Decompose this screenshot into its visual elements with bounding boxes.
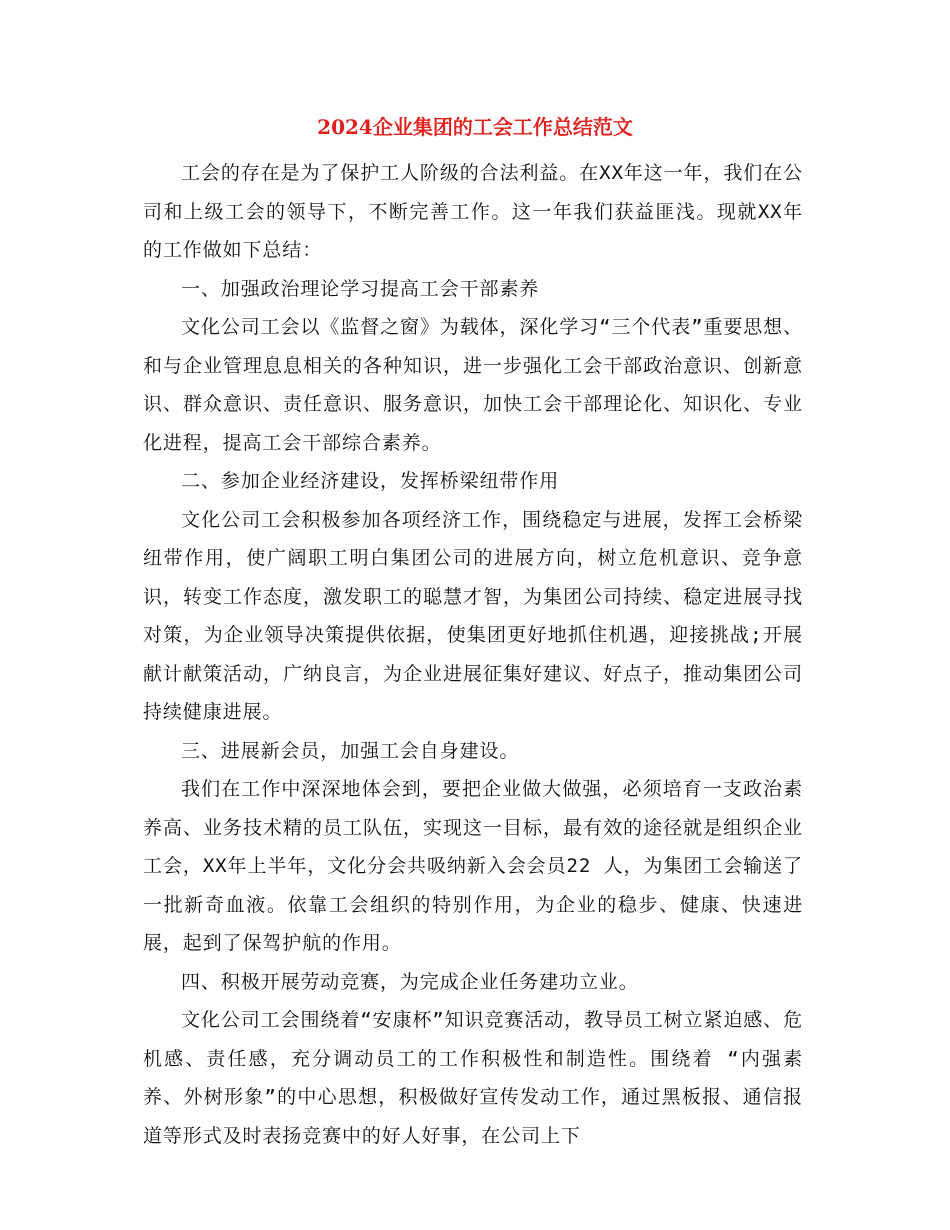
paragraph-section-4: 文化公司工会围绕着“安康杯”知识竞赛活动，教导员工树立紧迫感、危机感、责任感，充分调动员工的工作积极性和制造性。围绕着 “内强素养、外树形象”的中心思想，积极做好宣传发动工作，通过黑板报、通信报道等形式及时表扬竞赛中的好人好事，在公司上下 — [143, 1009, 803, 1147]
section-heading-2: 二、参加企业经济建设，发挥桥梁纽带作用 — [181, 470, 560, 492]
paragraph-section-2: 文化公司工会积极参加各项经济工作，围绕稳定与进展，发挥工会桥梁纽带作用，使广阔职工明白集团公司的进展方向，树立危机意识、竞争意识，转变工作态度，激发职工的聪慧才智，为集团公司持续、稳定进展寻找对策，为企业领导决策提供依据，使集团更好地抓住机遇，迎接挑战;开展献计献策活动，广纳良言，为企业进展征集好建议、好点子，推动集团公司持续健康进展。 — [143, 508, 803, 723]
section-heading-1: 一、加强政治理论学习提高工会干部素养 — [181, 277, 540, 300]
section-heading-3: 三、进展新会员，加强工会自身建设。 — [181, 739, 520, 762]
paragraph-section-1: 文化公司工会以《监督之窗》为载体，深化学习“三个代表”重要思想、和与企业管理息息相关的各种知识，进一步强化工会干部政治意识、创新意识、群众意识、责任意识、服务意识，加快工会干部理论化、知识化、专业化进程，提高工会干部综合素养。 — [143, 316, 803, 454]
document-title: 2024企业集团的工会工作总结范文 — [317, 115, 633, 139]
section-heading-4: 四、积极开展劳动竞赛，为完成企业任务建功立业。 — [181, 970, 639, 993]
paragraph-section-3: 我们在工作中深深地体会到，要把企业做大做强，必须培育一支政治素养高、业务技术精的员工队伍，实现这一目标，最有效的途径就是组织企业工会，XX年上半年，文化分会共吸纳新入会会员22 人，为集团工会输送了一批新奇血液。依靠工会组织的特别作用，为企业的稳步、健康、快速进展，起到了保驾护航的作用。 — [143, 778, 803, 954]
document-body — [143, 154, 803, 1155]
paragraph-intro: 工会的存在是为了保护工人阶级的合法利益。在XX年这一年，我们在公司和上级工会的领导下，不断完善工作。这一年我们获益匪浅。现就XX年的工作做如下总结： — [143, 162, 803, 261]
